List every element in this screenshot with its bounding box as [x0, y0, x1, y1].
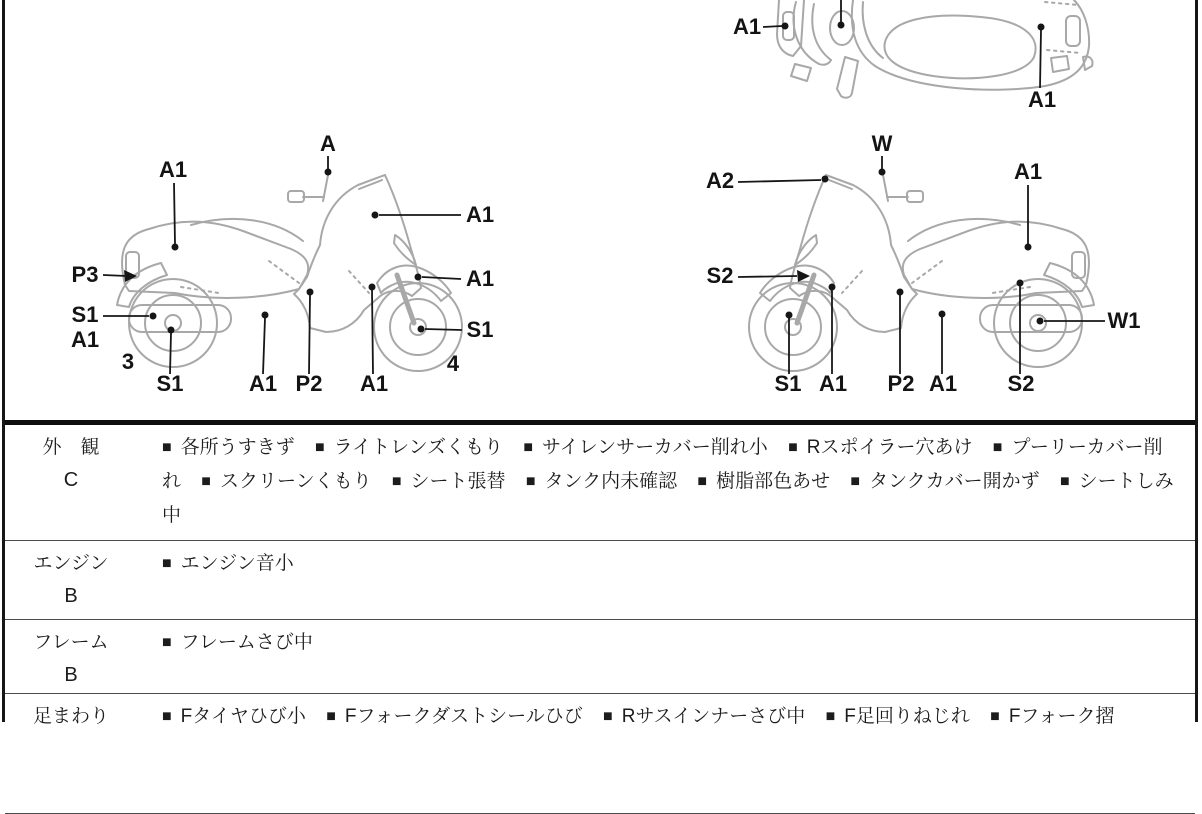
- bullet-icon: ■: [201, 473, 211, 490]
- grade-badge: B: [64, 585, 78, 607]
- defect-item: ライトレンズくもり: [333, 437, 504, 458]
- defect-item: Rスポイラー穴あけ: [806, 437, 973, 458]
- category-label: 足まわり: [32, 706, 109, 727]
- bullet-icon: ■: [850, 473, 861, 490]
- diagram-label-a2: A2: [705, 168, 735, 193]
- diagram-label-a1: A1: [465, 266, 495, 291]
- diagram-label-s1: S1: [774, 371, 802, 396]
- left-view-labels: [71, 131, 494, 396]
- bullet-icon: ■: [162, 555, 172, 572]
- defect-list: [137, 620, 1195, 693]
- category-label: エンジン: [33, 553, 109, 574]
- bullet-icon: ■: [788, 439, 798, 456]
- diagram-label-a1: A1: [158, 157, 188, 182]
- diagram-label-p2: P2: [887, 371, 915, 396]
- defect-item: Fタイヤひび小: [180, 706, 306, 727]
- defect-item: スクリーンくもり: [219, 471, 372, 492]
- scooter-right-side-diagram: [698, 131, 1148, 397]
- defect-item: プーリーカバー削れ: [162, 437, 1163, 492]
- defect-item: 各所うすきず: [180, 437, 295, 458]
- defect-item: F足回りねじれ: [844, 706, 970, 727]
- bullet-icon: ■: [314, 439, 325, 456]
- category-label: 外 観: [42, 437, 100, 458]
- diagram-label-a1: A1: [1027, 87, 1057, 112]
- top-view-labels: [733, 0, 1056, 112]
- bullet-icon: ■: [1059, 473, 1070, 490]
- diagram-label-a1: A1: [1013, 159, 1043, 184]
- bullet-icon: ■: [603, 708, 613, 725]
- diagram-label-p2: P2: [295, 371, 323, 396]
- defect-item: Fフォーク摺: [1008, 706, 1115, 727]
- table-row-undercarriage: [5, 694, 1195, 814]
- defect-list: [137, 541, 1195, 619]
- defect-list: [137, 694, 1195, 813]
- diagram-label-4: 4: [446, 351, 460, 376]
- defect-item: フレームさび中: [180, 632, 313, 653]
- bullet-icon: ■: [391, 473, 402, 490]
- diagram-label-a: A: [320, 131, 336, 156]
- diagram-label-3: 3: [121, 349, 135, 374]
- bullet-icon: ■: [162, 439, 172, 456]
- category-label: フレーム: [33, 632, 109, 653]
- defect-item: タンクカバー開かず: [869, 471, 1040, 492]
- category-cell: [5, 425, 137, 540]
- bullet-icon: ■: [326, 708, 336, 725]
- defect-item: エンジン音小: [180, 553, 294, 574]
- scooter-left-side-drawing: [117, 175, 462, 371]
- diagram-label-a1: A1: [465, 202, 495, 227]
- diagram-label-a1: A1: [818, 371, 848, 396]
- table-row-exterior: [5, 425, 1195, 541]
- bullet-icon: ■: [523, 439, 533, 456]
- bullet-icon: ■: [697, 473, 708, 490]
- diagram-label-s1: S1: [466, 317, 494, 342]
- category-cell: [5, 694, 137, 813]
- table-row-engine: [5, 541, 1195, 620]
- scooter-left-side-diagram: [63, 131, 503, 397]
- right-view-labels: [706, 131, 1141, 396]
- inspection-sheet: [2, 0, 1198, 727]
- grade-badge: B: [64, 664, 78, 686]
- diagram-label-a1: A1: [928, 371, 958, 396]
- defect-list: [137, 425, 1195, 540]
- table-row-frame: [5, 620, 1195, 694]
- diagram-label-s1: S1: [156, 371, 184, 396]
- category-cell: [5, 620, 137, 693]
- diagram-label-a1: A1: [359, 371, 389, 396]
- defect-item: タンク内未確認: [544, 471, 678, 492]
- defect-item: シート張替: [410, 471, 506, 492]
- defect-item: Fフォークダストシールひび: [344, 706, 583, 727]
- bullet-icon: ■: [162, 634, 172, 651]
- defect-item: シートしみ中: [162, 471, 1174, 526]
- diagram-label-a1: A1: [248, 371, 278, 396]
- diagram-label-w: W: [871, 131, 893, 156]
- bullet-icon: ■: [825, 708, 836, 725]
- diagram-label-w1: W1: [1107, 308, 1141, 333]
- diagram-label-p3: P3: [71, 262, 99, 287]
- bullet-icon: ■: [992, 439, 1003, 456]
- bullet-icon: ■: [525, 473, 536, 490]
- scooter-top-view-diagram: [733, 0, 1143, 115]
- diagram-label-s2: S2: [706, 263, 734, 288]
- grade-badge: C: [63, 469, 79, 491]
- category-cell: [5, 541, 137, 619]
- defect-item: Rサスインナーさび中: [621, 706, 806, 727]
- diagram-label-a1: A1: [732, 14, 762, 39]
- defect-item: 樹脂部色あせ: [716, 471, 831, 492]
- bullet-icon: ■: [162, 708, 172, 725]
- defect-item: サイレンサーカバー削れ小: [541, 437, 768, 458]
- diagram-label-s1: S1: [71, 302, 99, 327]
- diagram-label-a1: A1: [70, 327, 100, 352]
- condition-table: [5, 420, 1195, 814]
- bullet-icon: ■: [990, 708, 1000, 725]
- scooter-top-view-drawing: [777, 0, 1093, 98]
- diagram-label-s2: S2: [1007, 371, 1035, 396]
